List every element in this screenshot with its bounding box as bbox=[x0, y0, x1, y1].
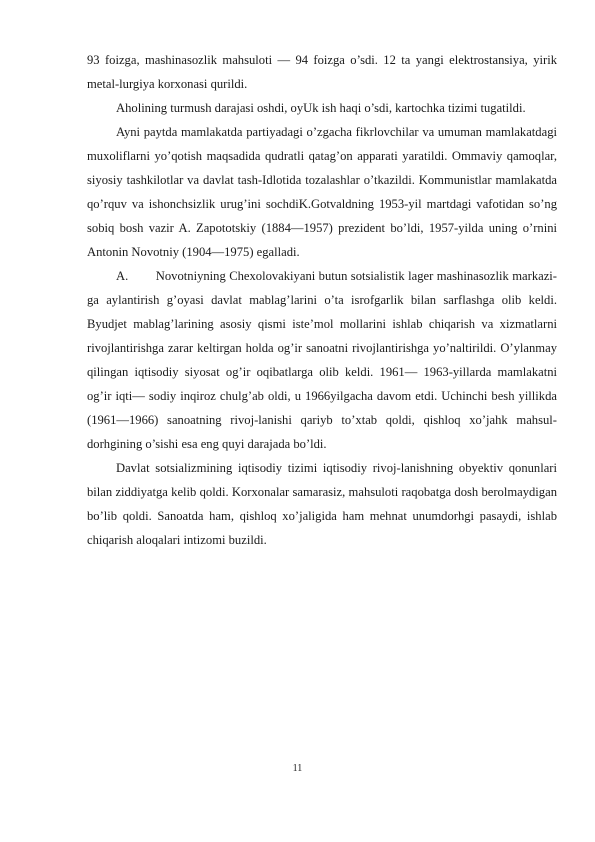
paragraph-industry-growth: 93 foizga, mashinasozlik mahsuloti — 94 foizga o’sdi. 12 ta yangi elektrostansiya, yirik metal-lurgiya korxonasi qurildi. bbox=[87, 53, 557, 91]
paragraph-economic-contradictions: Davlat sotsializmining iqtisodiy tizimi iqtisodiy rivoj-lanishning obyektiv qonunlari bilan ziddiyatga kelib qoldi. Korxonalar samarasiz, mahsuloti raqobatga dosh berolmaydigan bo’lib qoldi. Sanoatda ham, qishloq xo’jaligida ham mehnat unumdorhgi pasaydi, ishlab chiqarish aloqalari intizomi buzildi. bbox=[87, 461, 557, 547]
paragraph-living-standards: Aholining turmush darajasi oshdi, oyUk ish haqi o’sdi, kartochka tizimi tugatildi. bbox=[116, 101, 526, 115]
paragraph-novotny-policy: A. Novotniyning Chexolovakiyani butun sotsialistik lager mashinasozlik markazi-ga aylantirish g’oyasi davlat mablag’larini o’ta isrofgarlik bilan sarflashga olib keldi. Byudjet mablag’larining asosiy qismi iste’mol mollarini ishlab chiqarish va xizmatlarni rivojlantirishga zarar keltirgan holda og’ir sanoatni rivojlantirishga yo’naltirildi. O’ylanmay qilingan iqtisodiy siyosat og’ir oqibatlarga olib keldi. 1961— 1963-yillarda mamlakatni og’ir iqti— sodiy inqiroz chulg’ab oldi, u 1966yilgacha davom etdi. Uchinchi besh yillikda (1961—1966) sanoatning rivoj-lanishi qariyb to’xtab qoldi, qishloq xo’jahk mahsul-dorhgining o’sishi esa eng quyi darajada bo’ldi. bbox=[87, 269, 557, 451]
paragraph-repression-apparatus: Ayni paytda mamlakatda partiyadagi o’zgacha fikrlovchilar va umuman mamlakatdagi muxoliflarni yo’qotish maqsadida qudratli qatag’on apparati yaratildi. Ommaviy qamoqlar, siyosiy tashkilotlar va davlat tash-Idlotida tozalashlar o’tkazildi. Kommunistlar mamlakatda qo’rquv va ishonchsizlik urug’ini sochdiK.Gotvaldning 1953-yil martdagi vafotidan so’ng sobiq bosh vazir A. Zapototskiy (1884—1957) prezident bo’ldi, 1957-yilda uning o’rnini Antonin Novotniy (1904—1975) egalladi. bbox=[87, 125, 557, 259]
page-body bbox=[87, 48, 557, 552]
page-number: 11 bbox=[292, 763, 303, 774]
